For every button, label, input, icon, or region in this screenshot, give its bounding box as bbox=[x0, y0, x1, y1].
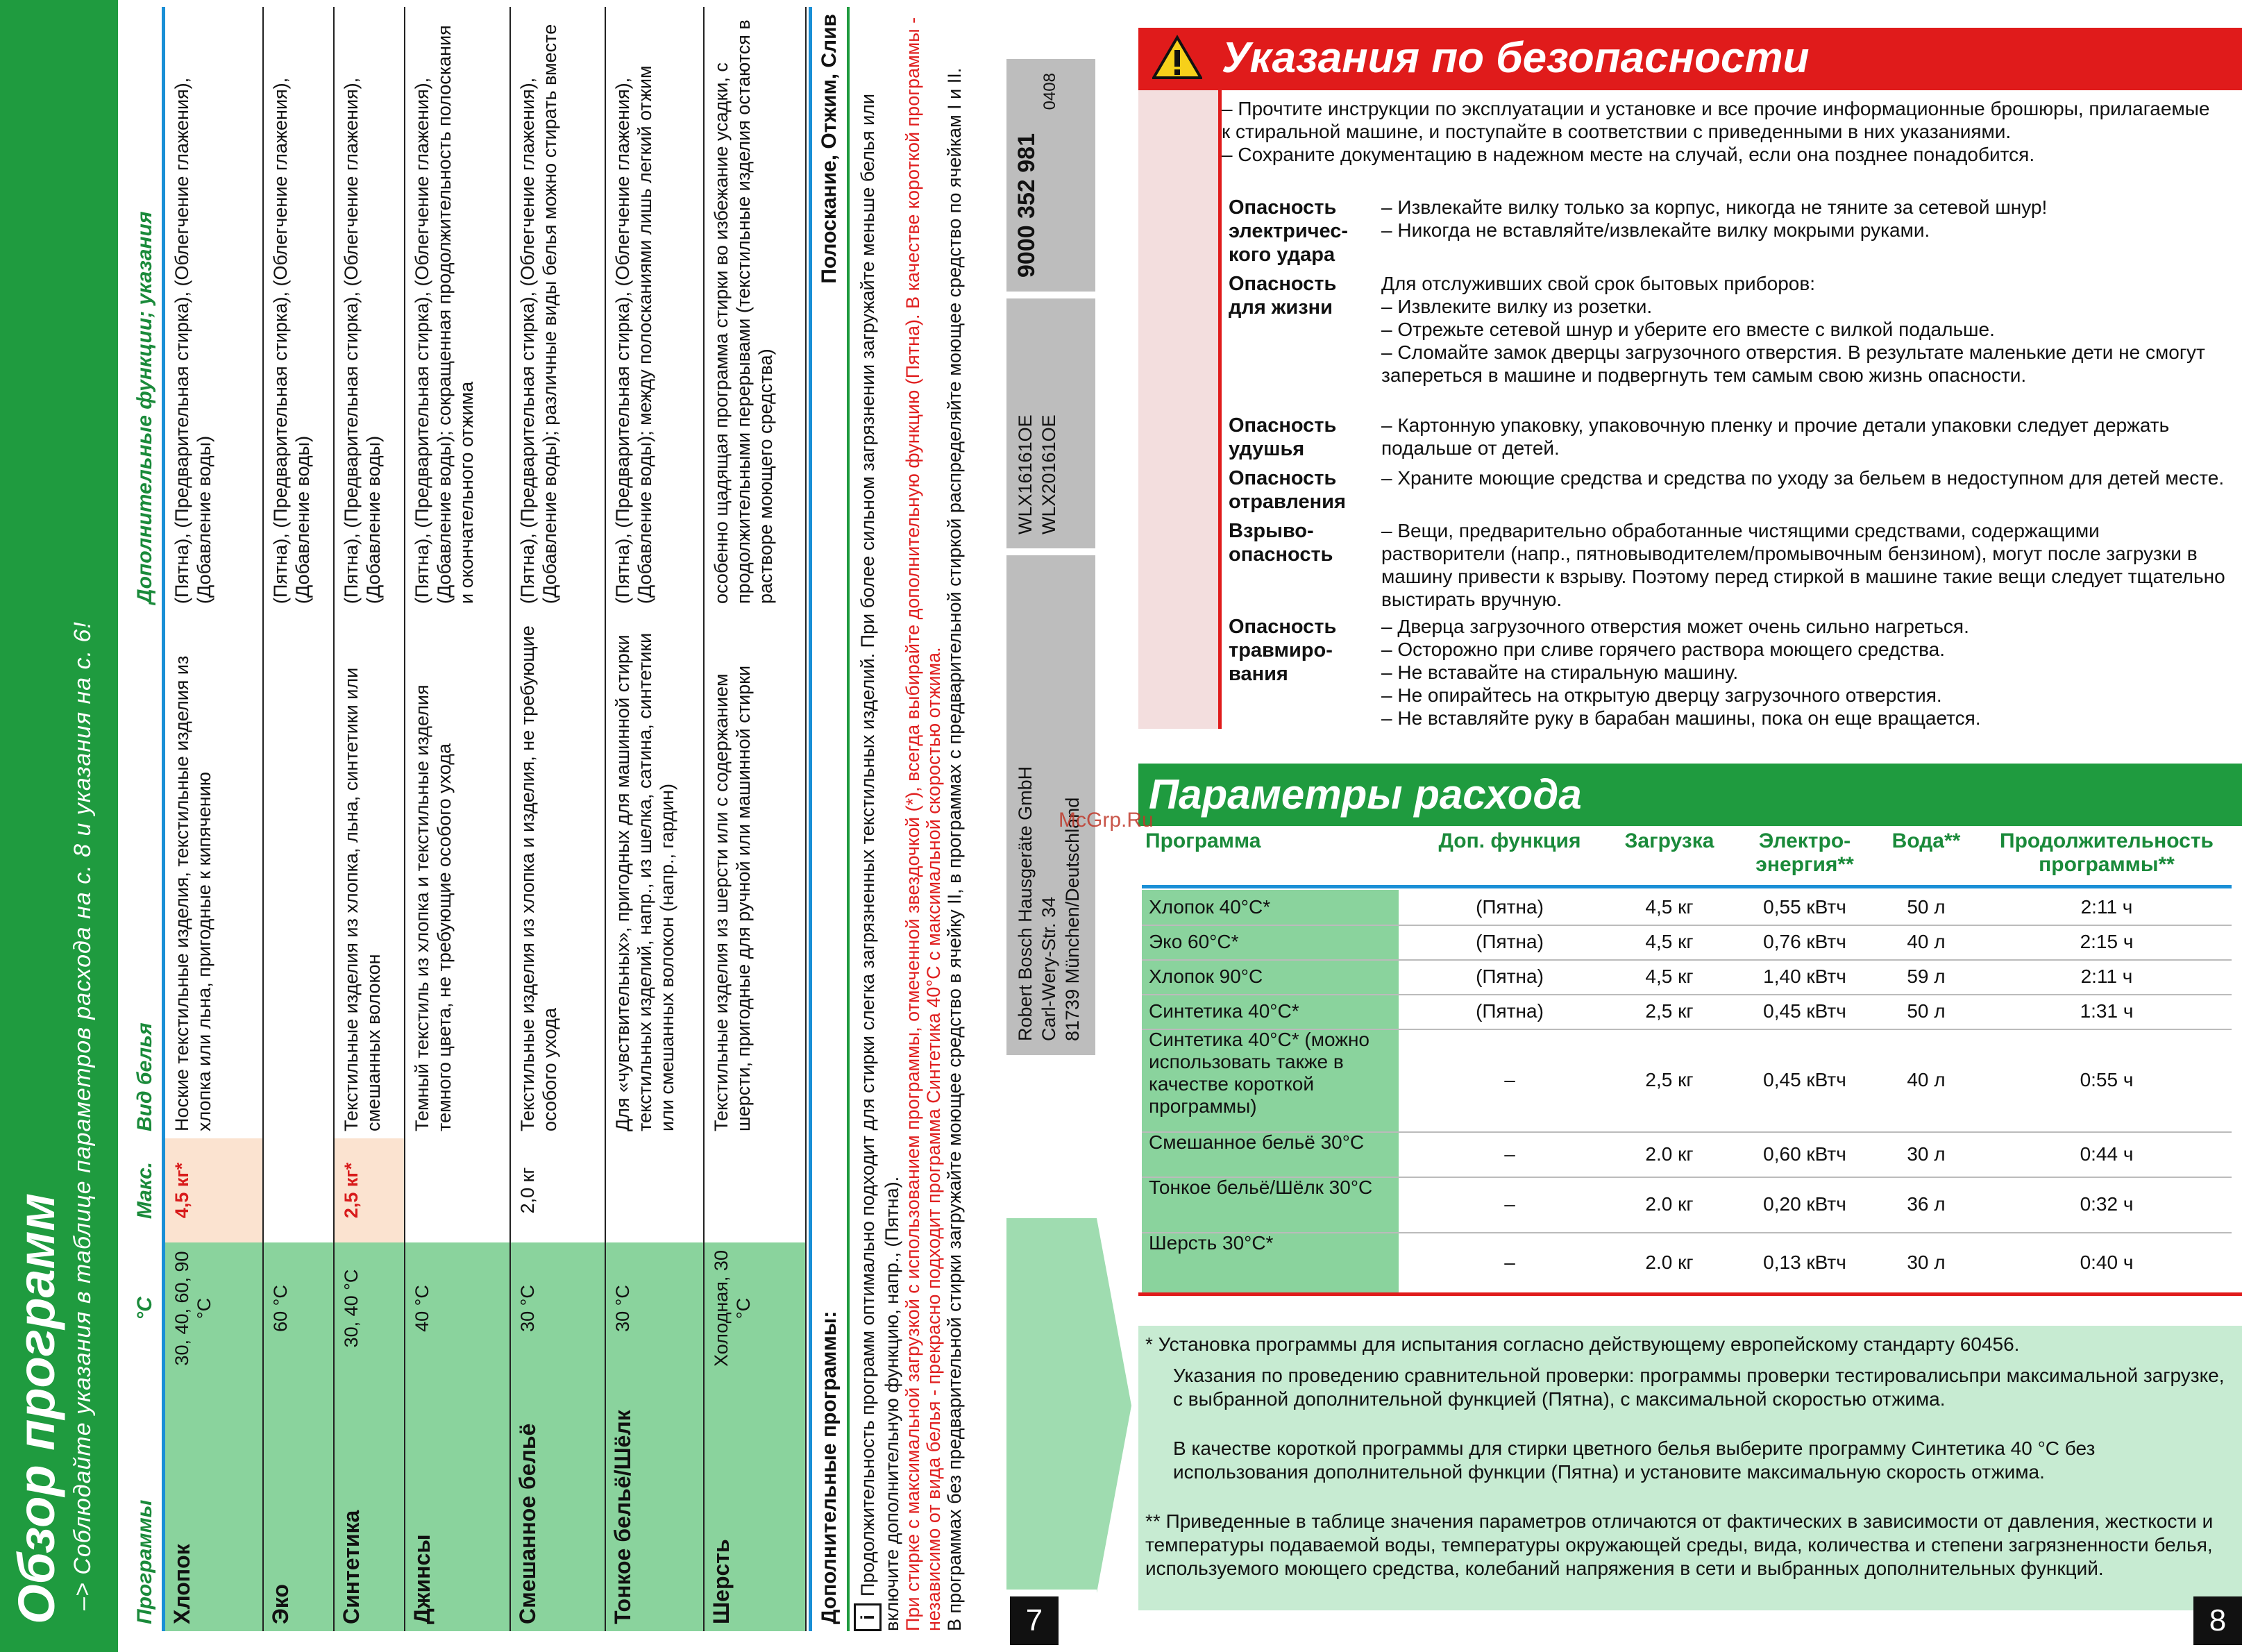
table-row bbox=[405, 7, 511, 1631]
col-energy: Электро-энергия** bbox=[1755, 829, 1854, 876]
safety-text: – Дверца загрузочного отверстия может очень сильно нагреться. – Осторожно при сливе горячего раствора моющего средства. – Не вставайте на стиральную машину. – Не опирайтесь на открытую дверцу загрузочного отверстия. – Не вставляйте руку в барабан машины, пока он еще вращается. bbox=[1381, 616, 1981, 729]
program-type: Текстильные изделия из хлопка и изделия, не требующие особого ухода bbox=[517, 625, 560, 1131]
program-max: 2,5 кг* bbox=[335, 1138, 404, 1242]
arrow-tip-left bbox=[1097, 1218, 1131, 1593]
program-max: 4,5 кг* bbox=[165, 1138, 262, 1242]
col-duration: Продолжительность программы** bbox=[2000, 829, 2214, 876]
consumption-water: 30 л bbox=[1907, 1251, 1946, 1273]
header-extra: Дополнительные функции; указания bbox=[133, 211, 156, 604]
consumption-energy: 0,60 кВтч bbox=[1763, 1143, 1846, 1165]
table-row bbox=[1142, 994, 2232, 1030]
page-number-7: 7 bbox=[1010, 1596, 1059, 1645]
consumption-water: 50 л bbox=[1907, 896, 1946, 918]
col-water: Вода** bbox=[1891, 829, 1961, 852]
program-name: Тонкое бельё/Шёлк bbox=[606, 1374, 703, 1631]
left-title-band bbox=[0, 0, 118, 1652]
consumption-func: (Пятна) bbox=[1476, 931, 1544, 952]
page-number-8: 8 bbox=[2193, 1596, 2242, 1645]
program-extra: особенно щадящая программа стирки во избежание усадки, с продолжительными перерывами (текстильные изделия остаются в растворе моющего средства) bbox=[711, 19, 776, 604]
footnote-1: * Установка программы для испытания согласно действующему европейскому стандарту 60456. bbox=[1145, 1333, 2020, 1355]
safety-label: Взрыво-опасность bbox=[1229, 520, 1333, 566]
program-temp: 30, 40, 60, 90 °C bbox=[165, 1242, 262, 1374]
consumption-energy: 0,55 кВтч bbox=[1763, 896, 1846, 918]
header-max: Макс. bbox=[133, 1161, 156, 1220]
safety-text: – Извлекайте вилку только за корпус, никогда не тяните за сетевой шнур! – Никогда не вставляйте/извлекайте вилку мокрыми руками. bbox=[1381, 196, 2048, 241]
safety-label: Опасность удушья bbox=[1229, 414, 1337, 460]
models-box bbox=[1006, 298, 1095, 548]
safety-intro-1: – Прочтите инструкции по эксплуатации и установке и все прочие информационные брошюры, прилагаемые к стиральной машине, и поступайте в соответствии с приведенными в них указаниями. bbox=[1222, 98, 2210, 142]
program-type: Для «чувствительных», пригодных для машинной стирки текстильных изделий, напр., из шелка, сатина, синтетики или смешанных волокон (напр., гардин) bbox=[612, 632, 677, 1131]
consumption-energy: 0,45 кВтч bbox=[1763, 1000, 1846, 1022]
page-arrow-left bbox=[1006, 1218, 1097, 1590]
consumption-duration: 0:40 ч bbox=[2080, 1251, 2134, 1273]
program-table-header bbox=[128, 7, 165, 1631]
table-row bbox=[264, 7, 335, 1631]
consumption-func: – bbox=[1504, 1143, 1515, 1165]
table-row bbox=[1142, 925, 2232, 961]
safety-text: – Картонную упаковку, упаковочную пленку и прочие детали упаковки следует держать подальше от детей. bbox=[1381, 414, 2170, 459]
table-row bbox=[1142, 959, 2232, 995]
program-max bbox=[606, 1138, 703, 1242]
safety-intro-2: – Сохраните документацию в надежном месте на случай, если она позднее понадобится. bbox=[1222, 144, 2035, 165]
consumption-title: Параметры расхода bbox=[1149, 771, 1582, 818]
consumption-load: 2.0 кг bbox=[1645, 1193, 1694, 1215]
consumption-load: 2.0 кг bbox=[1645, 1251, 1694, 1273]
consumption-duration: 0:44 ч bbox=[2080, 1143, 2134, 1165]
footnote-2: Указания по проведению сравнительной проверки: программы проверки тестировалисьпри максимальной загрузке, с выбранной дополнительной функцией (Пятна), с максимальной скоростью отжима. bbox=[1173, 1365, 2225, 1410]
left-page bbox=[0, 0, 1111, 1652]
header-program: Программы bbox=[133, 1499, 156, 1624]
consumption-duration: 0:32 ч bbox=[2080, 1193, 2134, 1215]
safety-side-band bbox=[1138, 90, 1218, 729]
program-type bbox=[264, 611, 333, 1138]
model-numbers: WLX16161OE WLX20161OE bbox=[1015, 414, 1059, 534]
note-general: Продолжительность программ оптимально подходит для стирки слегка загрязненных текстильных изделий. При более сильном загрязнении загружайте меньше белья или включите дополнительную функцию, напр., (Пятна). bbox=[857, 94, 902, 1631]
consumption-load: 2,5 кг bbox=[1645, 1000, 1694, 1022]
safety-title: Указания по безопасности bbox=[1222, 34, 1810, 82]
program-temp: 40 °C bbox=[405, 1242, 509, 1374]
consumption-func: (Пятна) bbox=[1476, 896, 1544, 918]
safety-label: Опасность травмиро-вания bbox=[1229, 616, 1337, 685]
consumption-func: (Пятна) bbox=[1476, 966, 1544, 987]
consumption-duration: 2:11 ч bbox=[2080, 896, 2133, 918]
header-temp: °C bbox=[133, 1297, 156, 1320]
doc-number: 9000 352 981 bbox=[1013, 133, 1040, 278]
program-name: Хлопок bbox=[165, 1374, 262, 1631]
consumption-water: 59 л bbox=[1907, 966, 1946, 987]
table-row bbox=[1142, 1232, 2232, 1294]
consumption-program: Синтетика 40°C* bbox=[1149, 1000, 1299, 1022]
col-func: Доп. функция bbox=[1438, 829, 1581, 852]
extra-programs-items: Полоскание, Отжим, Слив bbox=[818, 14, 841, 284]
footnote-4: ** Приведенные в таблице значения параметров отличаются от фактических в зависимости от давления, жесткости и температуры подаваемой воды, температуры окружающей среды, вида, количества и степени загрязненности белья, используемого моющего средства, колебаний напряжения в сети и выбранных дополнительных функций. bbox=[1145, 1510, 2214, 1579]
safety-label: Опасность отравления bbox=[1229, 467, 1346, 513]
program-extra: (Пятна), (Предварительная стирка), (Облегчение глажения), (Добавление воды); различные виды белья можно стирать вместе bbox=[517, 24, 560, 604]
table-row bbox=[1142, 1131, 2232, 1178]
consumption-duration: 0:55 ч bbox=[2080, 1069, 2134, 1090]
table-row bbox=[1142, 1177, 2232, 1233]
program-temp: Холодная, 30 °C bbox=[705, 1242, 805, 1374]
left-page-subtitle: –> Соблюдайте указания в таблице параметров расхода на с. 8 и указания на с. 6! bbox=[69, 621, 96, 1610]
table-row bbox=[1142, 1029, 2232, 1133]
consumption-program: Хлопок 40°C* bbox=[1149, 896, 1271, 918]
safety-intro bbox=[1222, 97, 2221, 166]
safety-header bbox=[1138, 28, 2242, 90]
info-icon: i bbox=[854, 1603, 882, 1631]
consumption-duration: 2:15 ч bbox=[2080, 931, 2134, 952]
consumption-load: 2.0 кг bbox=[1645, 1143, 1694, 1165]
program-type: Текстильные изделия из хлопка, льна, синтетики или смешанных волокон bbox=[341, 667, 384, 1131]
consumption-load: 4,5 кг bbox=[1645, 896, 1694, 918]
watermark: McGrp.Ru bbox=[1059, 809, 1154, 832]
address-box bbox=[1006, 555, 1095, 1055]
consumption-duration: 1:31 ч bbox=[2080, 1000, 2134, 1022]
table-row bbox=[165, 7, 264, 1631]
consumption-program: Эко 60°C* bbox=[1149, 931, 1239, 952]
program-type: Ноские текстильные изделия, текстильные изделия из хлопка или льна, пригодные к кипячению bbox=[171, 655, 214, 1131]
safety-text: Для отслуживших свой срок бытовых приборов: – Извлеките вилку из розетки. – Отрежьте сетевой шнур и уберите его вместе с вилкой подальше. – Сломайте замок дверцы загрузочного отверстия. В результате маленькие дети не смогут запереться в машине и подвергнуть тем самым свою жизнь опасности. bbox=[1381, 273, 2205, 386]
consumption-water: 50 л bbox=[1907, 1000, 1946, 1022]
program-extra: (Пятна), (Предварительная стирка), (Облегчение глажения), (Добавление воды) bbox=[171, 77, 214, 604]
consumption-program: Шерсть 30°C* bbox=[1149, 1232, 1274, 1254]
consumption-func: – bbox=[1504, 1251, 1515, 1273]
program-temp: 30, 40 °C bbox=[335, 1242, 404, 1374]
program-name: Синтетика bbox=[335, 1374, 404, 1631]
table-row bbox=[1142, 890, 2232, 926]
consumption-water: 40 л bbox=[1907, 1069, 1946, 1090]
consumption-program: Тонкое бельё/Шёлк 30°C bbox=[1149, 1177, 1373, 1198]
program-max: 2,0 кг bbox=[517, 1167, 538, 1214]
consumption-energy: 0,45 кВтч bbox=[1763, 1069, 1846, 1090]
notes-block bbox=[854, 7, 965, 1631]
manufacturer-address: Robert Bosch Hausgeräte GmbH Carl-Wery-Str. 34 81739 München/Deutschland bbox=[1015, 766, 1083, 1041]
col-program: Программа bbox=[1145, 829, 1261, 852]
consumption-energy: 0,76 кВтч bbox=[1763, 931, 1846, 952]
consumption-func: – bbox=[1504, 1069, 1515, 1090]
extra-programs bbox=[809, 7, 850, 1631]
doc-date: 0408 bbox=[1040, 73, 1059, 110]
safety-label: Опасность электричес-кого удара bbox=[1229, 196, 1349, 266]
table-row bbox=[511, 7, 606, 1631]
program-type: Текстильные изделия из шерсти или с содержанием шерсти, пригодные для ручной или машинной стирки bbox=[711, 665, 754, 1131]
consumption-func: – bbox=[1504, 1193, 1515, 1215]
consumption-water: 40 л bbox=[1907, 931, 1946, 952]
program-temp: 60 °C bbox=[264, 1242, 333, 1374]
footnote-3: В качестве короткой программы для стирки цветного белья выберите программу Синтетика 40 °C без использования дополнительной функции (Пятна) и установите максимальную скорость отжима. bbox=[1173, 1438, 2096, 1483]
col-load: Загрузка bbox=[1624, 829, 1714, 852]
safety-text: – Храните моющие средства и средства по уходу за бельем в недоступном для детей месте. bbox=[1381, 467, 2225, 489]
consumption-func: (Пятна) bbox=[1476, 1000, 1544, 1022]
program-name: Эко bbox=[264, 1374, 333, 1631]
safety-text: – Вещи, предварительно обработанные чистящими средствами, содержащими растворители (напр., пятновыводителем/промывочным бензином), могут после загрузки в машину привести к взрыву. Поэтому перед стиркой в машине такие вещи следует тщательно выстирать вручную. bbox=[1381, 520, 2225, 610]
table-row bbox=[335, 7, 405, 1631]
program-extra: (Пятна), (Предварительная стирка), (Облегчение глажения), (Добавление воды) bbox=[341, 77, 384, 604]
consumption-header bbox=[1138, 764, 2242, 826]
consumption-program: Смешанное бельё 30°C bbox=[1149, 1131, 1365, 1153]
safety-label: Опасность для жизни bbox=[1229, 273, 1337, 319]
program-extra: (Пятна), (Предварительная стирка), (Облегчение глажения), (Добавление воды); сокращенная продолжительность полоскания и окончательного отжима bbox=[412, 25, 477, 604]
program-max bbox=[264, 1138, 333, 1242]
consumption-water: 36 л bbox=[1907, 1193, 1946, 1215]
consumption-energy: 0,13 кВтч bbox=[1763, 1251, 1846, 1273]
program-table bbox=[128, 7, 807, 1631]
left-page-title: Обзор программ bbox=[8, 1192, 65, 1624]
consumption-table-header bbox=[1142, 829, 2232, 888]
consumption-duration: 2:11 ч bbox=[2080, 966, 2133, 987]
consumption-load: 4,5 кг bbox=[1645, 931, 1694, 952]
consumption-energy: 1,40 кВтч bbox=[1763, 966, 1846, 987]
extra-programs-label: Дополнительные программы: bbox=[818, 1310, 841, 1624]
program-extra: (Пятна), (Предварительная стирка), (Облегчение глажения), (Добавление воды); между полосканиями лишь легкий отжим bbox=[612, 65, 655, 604]
program-temp: 30 °C bbox=[511, 1242, 605, 1374]
note-red: При стирке с максимальной загрузкой с использованием программы, отмеченной звездочкой (*), всегда выбирайте дополнительную функцию (Пятна). В качестве короткой программы - независимо от вида белья - прекрасно подходит программа Синтетика 40°C с максимальной скоростью отжима. bbox=[902, 17, 944, 1631]
program-max bbox=[405, 1138, 509, 1242]
program-temp: 30 °C bbox=[606, 1242, 703, 1374]
consumption-program: Синтетика 40°C* (можно использовать также в качестве короткой программы) bbox=[1149, 1029, 1369, 1117]
note-detergent: В программах без предварительной стирки загружайте моющее средство в ячейку II, в программах с предварительной стиркой распределяйте моющее средство по ячейкам I и II. bbox=[944, 67, 965, 1631]
warning-icon bbox=[1152, 35, 1202, 81]
program-name: Шерсть bbox=[705, 1374, 805, 1631]
program-extra: (Пятна), (Предварительная стирка), (Облегчение глажения), (Добавление воды) bbox=[270, 77, 313, 604]
table-row bbox=[705, 7, 807, 1631]
consumption-load: 4,5 кг bbox=[1645, 966, 1694, 987]
program-name: Джинсы bbox=[405, 1374, 509, 1631]
consumption-water: 30 л bbox=[1907, 1143, 1946, 1165]
doc-number-box bbox=[1006, 59, 1095, 292]
table-row bbox=[606, 7, 705, 1631]
consumption-load: 2,5 кг bbox=[1645, 1069, 1694, 1090]
program-name: Смешанное бельё bbox=[511, 1374, 605, 1631]
program-max bbox=[705, 1138, 805, 1242]
program-type: Темный текстиль из хлопка и текстильные изделия темного цвета, не требующие особого ухода bbox=[412, 684, 455, 1131]
header-type: Вид белья bbox=[133, 1022, 156, 1131]
consumption-energy: 0,20 кВтч bbox=[1763, 1193, 1846, 1215]
consumption-program: Хлопок 90°C bbox=[1149, 966, 1263, 987]
